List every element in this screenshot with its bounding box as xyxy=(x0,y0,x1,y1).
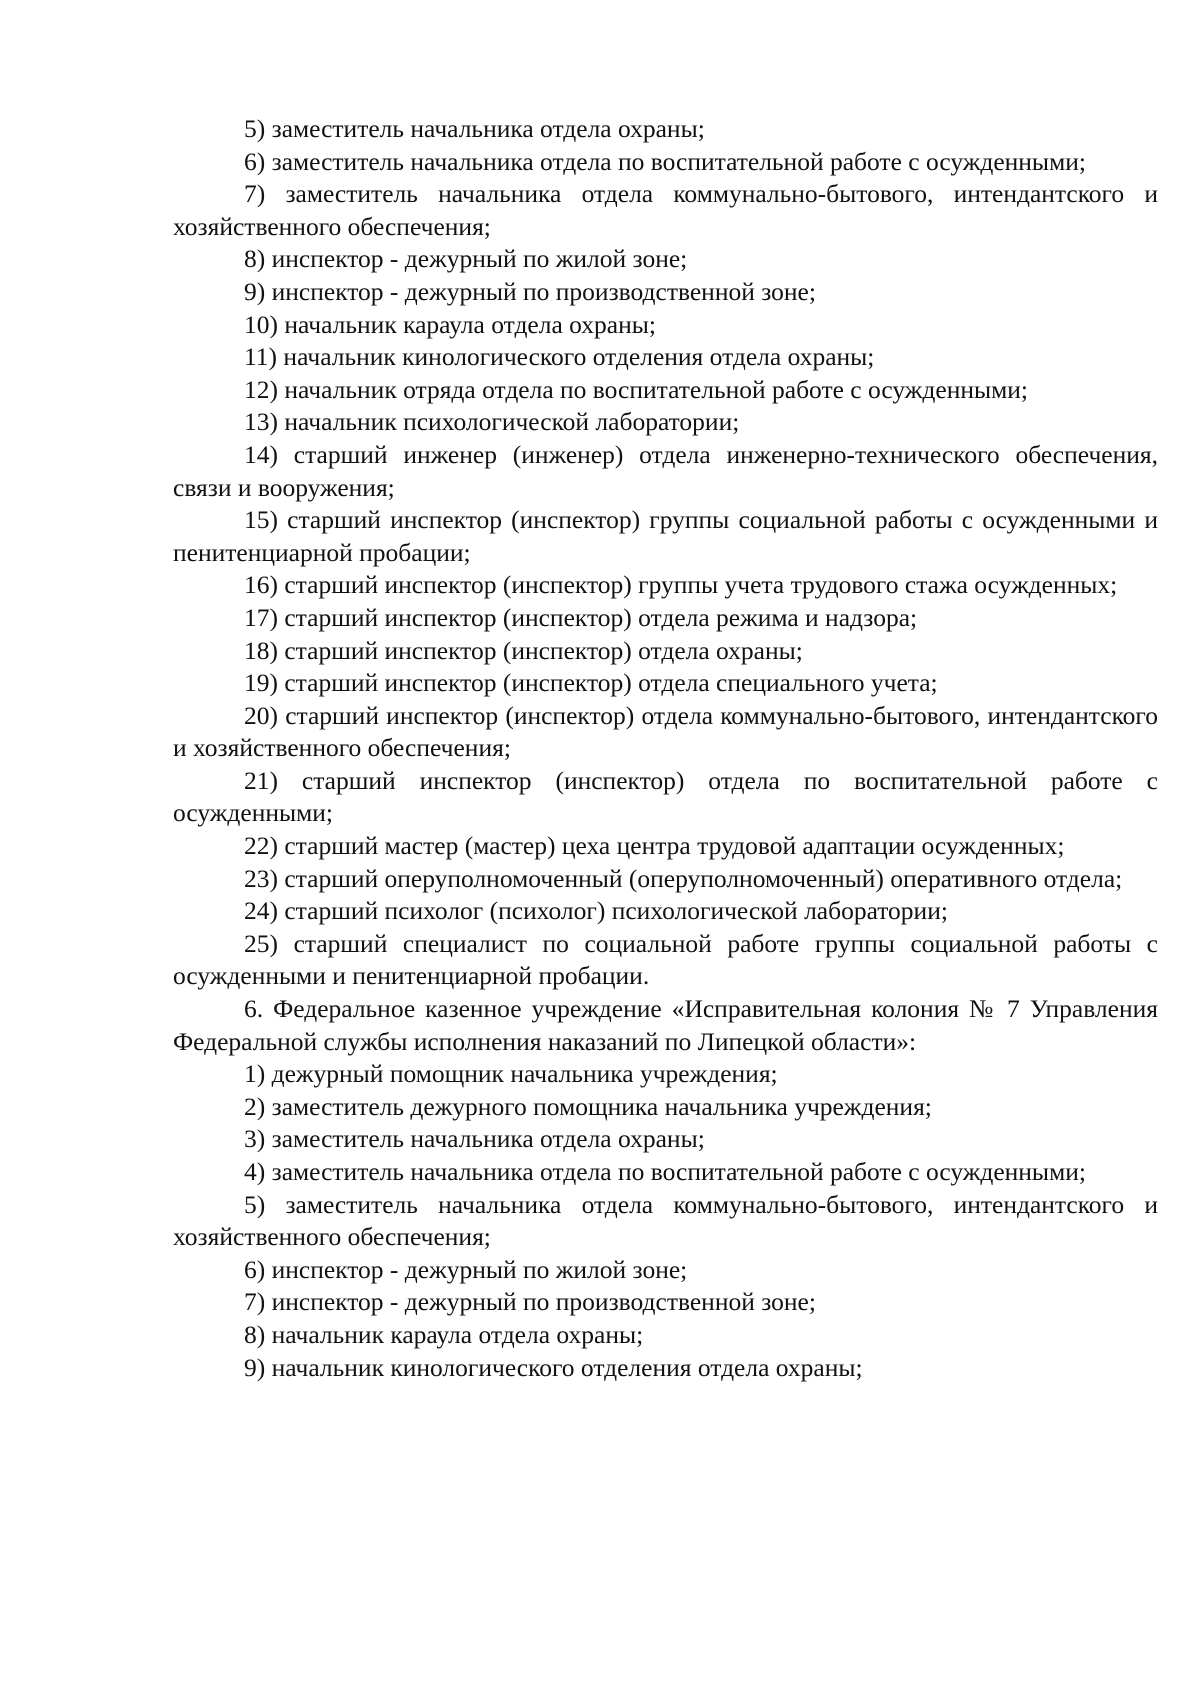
section-heading: 6. Федеральное казенное учреждение «Исправительная колония № 7 Управления Федеральной службы исполнения наказаний по Липецкой области»: xyxy=(173,994,1158,1056)
paragraph: 6) инспектор - дежурный по жилой зоне; xyxy=(244,1254,688,1284)
paragraph: 12) начальник отряда отдела по воспитательной работе с осужденными; xyxy=(244,374,1028,404)
paragraph: 8) начальник караула отдела охраны; xyxy=(244,1319,644,1349)
paragraph: 6) заместитель начальника отдела по воспитательной работе с осужденными; xyxy=(244,146,1086,176)
document-page xyxy=(173,113,1158,1384)
paragraph: 5) заместитель начальника отдела охраны; xyxy=(244,114,705,143)
paragraph: 4) заместитель начальника отдела по воспитательной работе с осужденными; xyxy=(244,1157,1086,1186)
paragraph: 18) старший инспектор (инспектор) отдела охраны; xyxy=(244,635,803,665)
paragraph: 5) заместитель начальника отдела коммунально-бытового, интендантского и хозяйственного обеспечения; xyxy=(173,1189,1158,1252)
paragraph: 19) старший инспектор (инспектор) отдела специального учета; xyxy=(244,668,938,698)
paragraph: 3) заместитель начальника отдела охраны; xyxy=(244,1124,705,1154)
paragraph: 7) заместитель начальника отдела коммунально-бытового, интендантского и хозяйственного обеспечения; xyxy=(173,179,1158,241)
paragraph: 13) начальник психологической лаборатории; xyxy=(244,407,740,437)
paragraph: 11) начальник кинологического отделения отдела охраны; xyxy=(244,342,875,372)
paragraph: 23) старший оперуполномоченный (оперуполномоченный) оперативного отдела; xyxy=(244,863,1123,893)
paragraph: 7) инспектор - дежурный по производственной зоне; xyxy=(244,1287,816,1317)
paragraph: 14) старший инженер (инженер) отдела инженерно-технического обеспечения, связи и вооружения; xyxy=(173,439,1158,502)
paragraph: 17) старший инспектор (инспектор) отдела режима и надзора; xyxy=(244,602,918,632)
paragraph: 2) заместитель дежурного помощника начальника учреждения; xyxy=(244,1091,932,1121)
paragraph: 15) старший инспектор (инспектор) группы социальной работы с осужденными и пенитенциарной пробации; xyxy=(173,505,1158,567)
paragraph: 22) старший мастер (мастер) цеха центра трудовой адаптации осужденных; xyxy=(244,831,1065,861)
paragraph: 8) инспектор - дежурный по жилой зоне; xyxy=(244,244,688,274)
paragraph: 20) старший инспектор (инспектор) отдела коммунально-бытового, интендантского и хозяйственного обеспечения; xyxy=(173,700,1158,763)
paragraph: 10) начальник караула отдела охраны; xyxy=(244,309,656,339)
paragraph: 21) старший инспектор (инспектор) отдела по воспитательной работе с осужденными; xyxy=(173,765,1158,828)
paragraph: 9) начальник кинологического отделения отдела охраны; xyxy=(244,1352,863,1382)
paragraph: 24) старший психолог (психолог) психологической лаборатории; xyxy=(244,896,948,926)
paragraph: 25) старший специалист по социальной работе группы социальной работы с осужденными и пенитенциарной пробации. xyxy=(173,928,1158,991)
paragraph: 16) старший инспектор (инспектор) группы учета трудового стажа осужденных; xyxy=(244,570,1118,600)
paragraph: 1) дежурный помощник начальника учреждения; xyxy=(244,1059,778,1089)
paragraph: 9) инспектор - дежурный по производственной зоне; xyxy=(244,276,816,306)
